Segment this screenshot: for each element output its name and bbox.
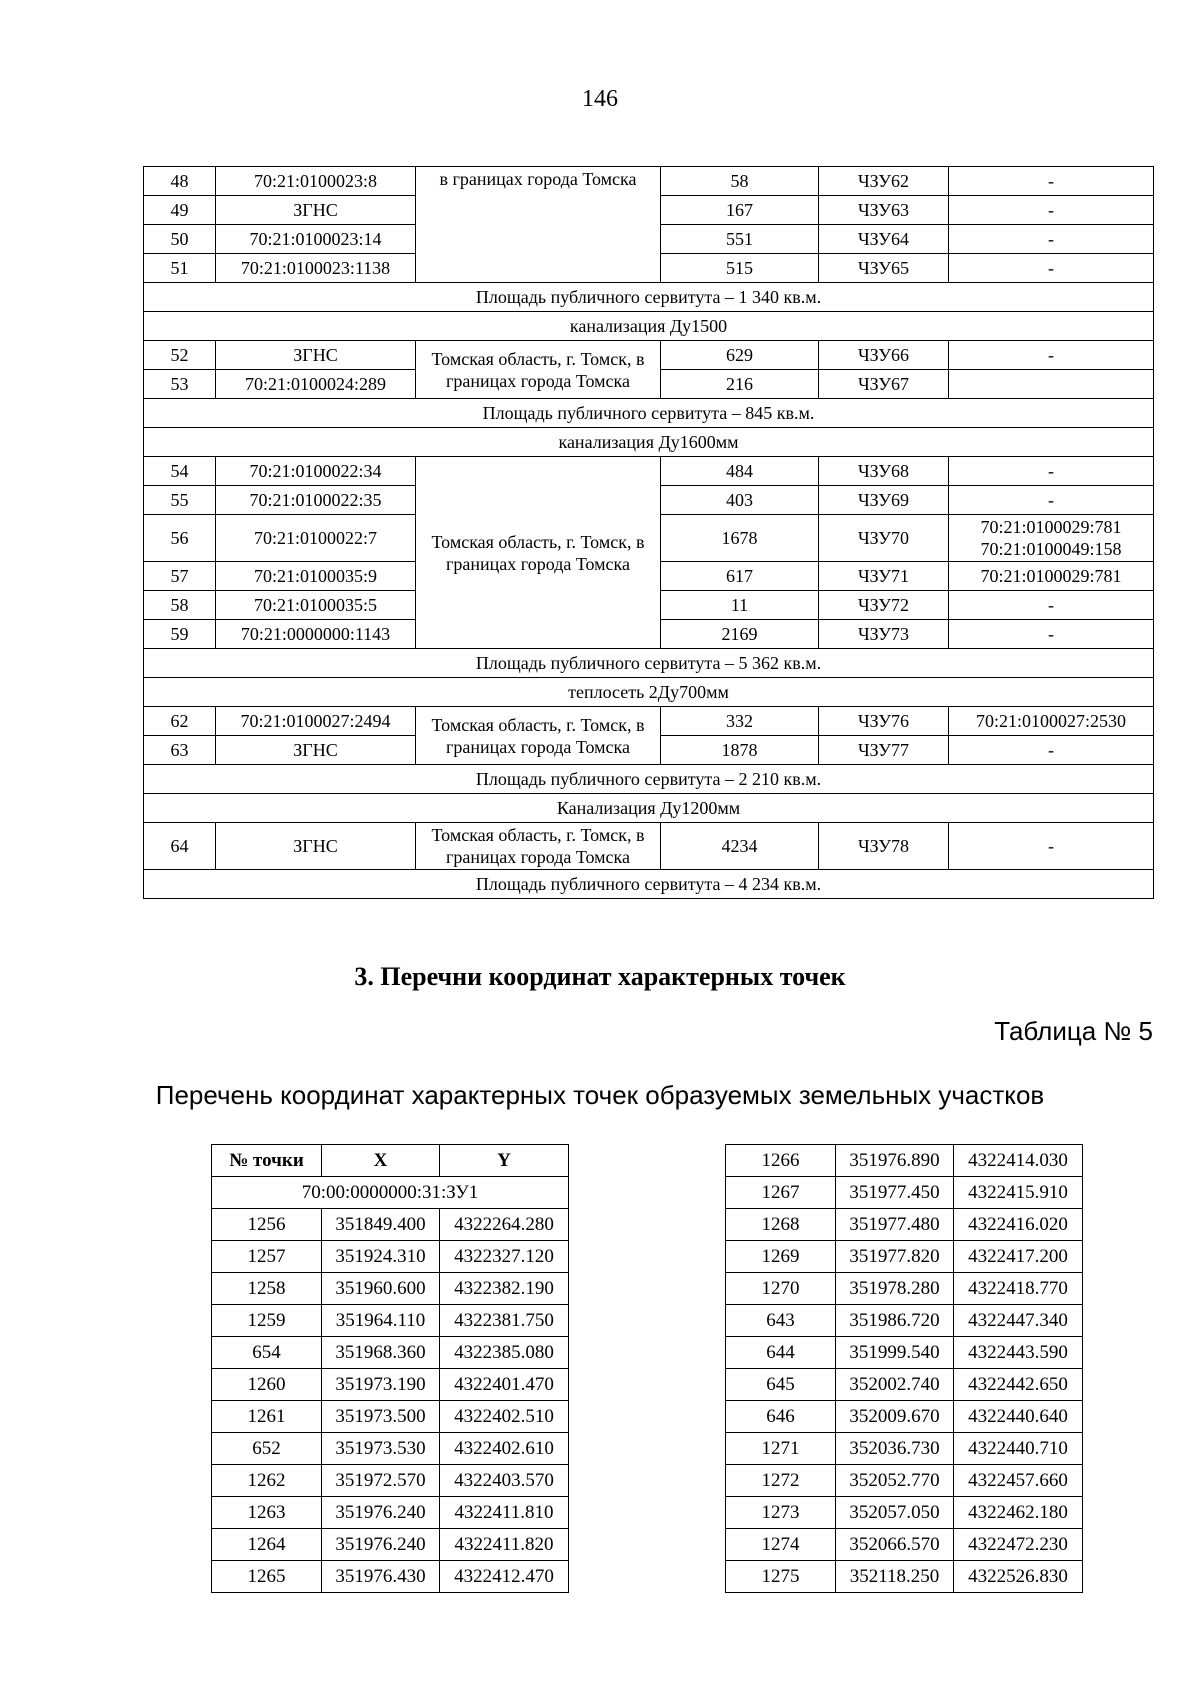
cadastral-number: 70:21:0100022:35	[216, 486, 416, 515]
point-number: 1268	[726, 1209, 836, 1241]
area-value: 551	[661, 225, 819, 254]
location: Томская область, г. Томск, в границах города Томска	[416, 457, 661, 649]
zu-label: ЧЗУ77	[819, 736, 949, 765]
area-value: 2169	[661, 620, 819, 649]
group-header: теплосеть 2Ду700мм	[144, 678, 1154, 707]
coord-row	[212, 1241, 569, 1273]
coord-row	[726, 1241, 1083, 1273]
table-row	[144, 167, 1154, 196]
area-value: 1678	[661, 515, 819, 562]
y-coordinate: 4322442.650	[954, 1369, 1083, 1401]
related-parcels	[949, 341, 1154, 370]
area-value: 4234	[661, 823, 819, 870]
group-footer-row	[144, 765, 1154, 794]
zu-label: ЧЗУ70	[819, 515, 949, 562]
related-parcels	[949, 370, 1154, 399]
point-number: 1272	[726, 1465, 836, 1497]
table-caption: Таблица № 5	[994, 1016, 1153, 1046]
group-header-row	[144, 678, 1154, 707]
row-number: 48	[144, 167, 216, 196]
servitude-area: Площадь публичного сервитута – 1 340 кв.м.	[144, 283, 1154, 312]
point-number: 1259	[212, 1305, 322, 1337]
group-footer-row	[144, 870, 1154, 899]
y-coordinate: 4322402.610	[440, 1433, 569, 1465]
y-coordinate: 4322472.230	[954, 1529, 1083, 1561]
related-parcel: -	[1048, 258, 1054, 278]
point-number: 1265	[212, 1561, 322, 1593]
x-coordinate: 351976.430	[322, 1561, 440, 1593]
coord-row	[212, 1401, 569, 1433]
cadastral-number: ЗГНС	[216, 823, 416, 870]
coord-row	[726, 1209, 1083, 1241]
servitude-area: Площадь публичного сервитута – 5 362 кв.м.	[144, 649, 1154, 678]
related-parcels	[949, 457, 1154, 486]
y-coordinate: 4322385.080	[440, 1337, 569, 1369]
point-number: 1270	[726, 1273, 836, 1305]
section-heading: 3. Перечни координат характерных точек	[354, 962, 846, 991]
point-number: 1275	[726, 1561, 836, 1593]
cadastral-number: 70:21:0100022:7	[216, 515, 416, 562]
coord-row	[212, 1209, 569, 1241]
col-y-header: Y	[440, 1145, 569, 1177]
x-coordinate: 351968.360	[322, 1337, 440, 1369]
row-number: 54	[144, 457, 216, 486]
col-point-header: № точки	[212, 1145, 322, 1177]
coord-row	[726, 1401, 1083, 1433]
coord-row	[726, 1561, 1083, 1593]
x-coordinate: 351973.530	[322, 1433, 440, 1465]
y-coordinate: 4322440.710	[954, 1433, 1083, 1465]
servitude-area: Площадь публичного сервитута – 2 210 кв.м.	[144, 765, 1154, 794]
x-coordinate: 351964.110	[322, 1305, 440, 1337]
col-x-header: X	[322, 1145, 440, 1177]
related-parcel: 70:21:0100029:781	[980, 566, 1122, 586]
y-coordinate: 4322414.030	[954, 1145, 1083, 1177]
zu-label: ЧЗУ62	[819, 167, 949, 196]
coord-row	[212, 1305, 569, 1337]
coord-row	[212, 1497, 569, 1529]
row-number: 56	[144, 515, 216, 562]
group-footer-row	[144, 283, 1154, 312]
related-parcel: -	[1048, 229, 1054, 249]
x-coordinate: 352118.250	[836, 1561, 954, 1593]
area-value: 216	[661, 370, 819, 399]
related-parcel: -	[1048, 595, 1054, 615]
related-parcel: -	[1048, 490, 1054, 510]
point-number: 1258	[212, 1273, 322, 1305]
point-number: 644	[726, 1337, 836, 1369]
group-header: канализация Ду1500	[144, 312, 1154, 341]
related-parcel: 70:21:0100029:781	[980, 517, 1122, 537]
row-number: 51	[144, 254, 216, 283]
related-parcels	[949, 707, 1154, 736]
y-coordinate: 4322411.820	[440, 1529, 569, 1561]
group-header-row	[144, 794, 1154, 823]
area-value: 629	[661, 341, 819, 370]
coord-row	[212, 1273, 569, 1305]
row-number: 62	[144, 707, 216, 736]
x-coordinate: 351977.820	[836, 1241, 954, 1273]
point-number: 1262	[212, 1465, 322, 1497]
y-coordinate: 4322418.770	[954, 1273, 1083, 1305]
x-coordinate: 352066.570	[836, 1529, 954, 1561]
y-coordinate: 4322382.190	[440, 1273, 569, 1305]
area-value: 617	[661, 562, 819, 591]
coord-row	[212, 1529, 569, 1561]
y-coordinate: 4322462.180	[954, 1497, 1083, 1529]
zu-label: ЧЗУ64	[819, 225, 949, 254]
area-value: 515	[661, 254, 819, 283]
related-parcel: -	[1048, 461, 1054, 481]
point-number: 1256	[212, 1209, 322, 1241]
point-number: 652	[212, 1433, 322, 1465]
y-coordinate: 4322440.640	[954, 1401, 1083, 1433]
group-footer-row	[144, 399, 1154, 428]
cadastral-number: 70:21:0100023:8	[216, 167, 416, 196]
y-coordinate: 4322401.470	[440, 1369, 569, 1401]
group-header-row	[144, 428, 1154, 457]
point-number: 643	[726, 1305, 836, 1337]
x-coordinate: 352057.050	[836, 1497, 954, 1529]
location: в границах города Томска	[416, 167, 661, 283]
related-parcel: -	[1048, 624, 1054, 644]
x-coordinate: 351976.240	[322, 1497, 440, 1529]
coord-row	[726, 1529, 1083, 1561]
location: Томская область, г. Томск, в границах города Томска	[416, 823, 661, 870]
coord-row	[726, 1177, 1083, 1209]
cadastral-number: 70:21:0100035:5	[216, 591, 416, 620]
y-coordinate: 4322402.510	[440, 1401, 569, 1433]
cadastral-number: 70:21:0100023:14	[216, 225, 416, 254]
table-row	[144, 707, 1154, 736]
table-row	[144, 823, 1154, 870]
related-parcels	[949, 591, 1154, 620]
x-coordinate: 351976.240	[322, 1529, 440, 1561]
coords-table-left	[211, 1144, 569, 1593]
group-header-row	[144, 312, 1154, 341]
cadastral-number: ЗГНС	[216, 196, 416, 225]
zu-label: ЧЗУ66	[819, 341, 949, 370]
servitude-area: Площадь публичного сервитута – 845 кв.м.	[144, 399, 1154, 428]
y-coordinate: 4322327.120	[440, 1241, 569, 1273]
area-value: 484	[661, 457, 819, 486]
y-coordinate: 4322412.470	[440, 1561, 569, 1593]
x-coordinate: 351976.890	[836, 1145, 954, 1177]
point-number: 646	[726, 1401, 836, 1433]
zu-label: ЧЗУ68	[819, 457, 949, 486]
related-parcels	[949, 515, 1154, 562]
x-coordinate: 351924.310	[322, 1241, 440, 1273]
related-parcel: -	[1048, 836, 1054, 856]
area-value: 1878	[661, 736, 819, 765]
x-coordinate: 351999.540	[836, 1337, 954, 1369]
row-number: 53	[144, 370, 216, 399]
y-coordinate: 4322403.570	[440, 1465, 569, 1497]
row-number: 49	[144, 196, 216, 225]
point-number: 1274	[726, 1529, 836, 1561]
related-parcel: 70:21:0100027:2530	[975, 711, 1126, 731]
x-coordinate: 351849.400	[322, 1209, 440, 1241]
point-number: 1260	[212, 1369, 322, 1401]
y-coordinate: 4322457.660	[954, 1465, 1083, 1497]
x-coordinate: 352002.740	[836, 1369, 954, 1401]
parcel-row	[212, 1177, 569, 1209]
row-number: 52	[144, 341, 216, 370]
cadastral-number: 70:21:0100035:9	[216, 562, 416, 591]
point-number: 1271	[726, 1433, 836, 1465]
point-number: 645	[726, 1369, 836, 1401]
point-number: 1266	[726, 1145, 836, 1177]
y-coordinate: 4322415.910	[954, 1177, 1083, 1209]
zu-label: ЧЗУ73	[819, 620, 949, 649]
y-coordinate: 4322416.020	[954, 1209, 1083, 1241]
coord-row	[212, 1337, 569, 1369]
related-parcels	[949, 225, 1154, 254]
zu-label: ЧЗУ69	[819, 486, 949, 515]
coord-row	[212, 1465, 569, 1497]
related-parcel: -	[1048, 345, 1054, 365]
row-number: 59	[144, 620, 216, 649]
zu-label: ЧЗУ63	[819, 196, 949, 225]
y-coordinate: 4322443.590	[954, 1337, 1083, 1369]
coord-row	[726, 1369, 1083, 1401]
related-parcels	[949, 620, 1154, 649]
coord-row	[726, 1273, 1083, 1305]
group-header: канализация Ду1600мм	[144, 428, 1154, 457]
x-coordinate: 352009.670	[836, 1401, 954, 1433]
coord-row	[726, 1433, 1083, 1465]
zu-label: ЧЗУ76	[819, 707, 949, 736]
table-row	[144, 457, 1154, 486]
row-number: 64	[144, 823, 216, 870]
group-footer-row	[144, 649, 1154, 678]
servitude-table	[143, 166, 1154, 899]
coord-row	[212, 1433, 569, 1465]
row-number: 58	[144, 591, 216, 620]
zu-label: ЧЗУ67	[819, 370, 949, 399]
point-number: 1267	[726, 1177, 836, 1209]
y-coordinate: 4322447.340	[954, 1305, 1083, 1337]
cadastral-number: ЗГНС	[216, 341, 416, 370]
area-value: 332	[661, 707, 819, 736]
y-coordinate: 4322411.810	[440, 1497, 569, 1529]
cadastral-number: 70:21:0100022:34	[216, 457, 416, 486]
coord-row	[726, 1145, 1083, 1177]
related-parcel: -	[1048, 171, 1054, 191]
related-parcels	[949, 736, 1154, 765]
row-number: 55	[144, 486, 216, 515]
x-coordinate: 351977.450	[836, 1177, 954, 1209]
row-number: 57	[144, 562, 216, 591]
y-coordinate: 4322264.280	[440, 1209, 569, 1241]
related-parcel: 70:21:0100049:158	[980, 539, 1122, 559]
related-parcels	[949, 823, 1154, 870]
point-number: 654	[212, 1337, 322, 1369]
y-coordinate: 4322526.830	[954, 1561, 1083, 1593]
cadastral-number: 70:21:0100024:289	[216, 370, 416, 399]
x-coordinate: 351960.600	[322, 1273, 440, 1305]
x-coordinate: 351972.570	[322, 1465, 440, 1497]
point-number: 1257	[212, 1241, 322, 1273]
cadastral-number: 70:21:0000000:1143	[216, 620, 416, 649]
x-coordinate: 351973.500	[322, 1401, 440, 1433]
x-coordinate: 352036.730	[836, 1433, 954, 1465]
coord-row	[212, 1561, 569, 1593]
zu-label: ЧЗУ72	[819, 591, 949, 620]
related-parcels	[949, 196, 1154, 225]
zu-label: ЧЗУ71	[819, 562, 949, 591]
related-parcels	[949, 167, 1154, 196]
group-header: Канализация Ду1200мм	[144, 794, 1154, 823]
area-value: 167	[661, 196, 819, 225]
area-value: 58	[661, 167, 819, 196]
related-parcel: -	[1048, 740, 1054, 760]
coord-row	[726, 1305, 1083, 1337]
point-number: 1264	[212, 1529, 322, 1561]
y-coordinate: 4322381.750	[440, 1305, 569, 1337]
coords-header-row	[212, 1145, 569, 1177]
location: Томская область, г. Томск, в границах города Томска	[416, 341, 661, 399]
row-number: 50	[144, 225, 216, 254]
page-number: 146	[582, 86, 618, 112]
table-title: Перечень координат характерных точек образуемых земельных участков	[155, 1080, 1045, 1110]
servitude-area: Площадь публичного сервитута – 4 234 кв.м.	[144, 870, 1154, 899]
related-parcels	[949, 486, 1154, 515]
y-coordinate: 4322417.200	[954, 1241, 1083, 1273]
coords-table-right	[725, 1144, 1083, 1593]
coord-row	[726, 1337, 1083, 1369]
zu-label: ЧЗУ65	[819, 254, 949, 283]
area-value: 11	[661, 591, 819, 620]
cadastral-number: ЗГНС	[216, 736, 416, 765]
cadastral-number: 70:21:0100027:2494	[216, 707, 416, 736]
related-parcels	[949, 254, 1154, 283]
coord-row	[726, 1497, 1083, 1529]
point-number: 1269	[726, 1241, 836, 1273]
point-number: 1263	[212, 1497, 322, 1529]
x-coordinate: 351973.190	[322, 1369, 440, 1401]
zu-label: ЧЗУ78	[819, 823, 949, 870]
coord-row	[212, 1369, 569, 1401]
x-coordinate: 351977.480	[836, 1209, 954, 1241]
point-number: 1273	[726, 1497, 836, 1529]
x-coordinate: 351986.720	[836, 1305, 954, 1337]
point-number: 1261	[212, 1401, 322, 1433]
coord-row	[726, 1465, 1083, 1497]
x-coordinate: 351978.280	[836, 1273, 954, 1305]
x-coordinate: 352052.770	[836, 1465, 954, 1497]
table-row	[144, 341, 1154, 370]
row-number: 63	[144, 736, 216, 765]
related-parcels	[949, 562, 1154, 591]
location: Томская область, г. Томск, в границах города Томска	[416, 707, 661, 765]
related-parcel: -	[1048, 200, 1054, 220]
parcel-id: 70:00:0000000:31:ЗУ1	[212, 1177, 569, 1209]
area-value: 403	[661, 486, 819, 515]
cadastral-number: 70:21:0100023:1138	[216, 254, 416, 283]
